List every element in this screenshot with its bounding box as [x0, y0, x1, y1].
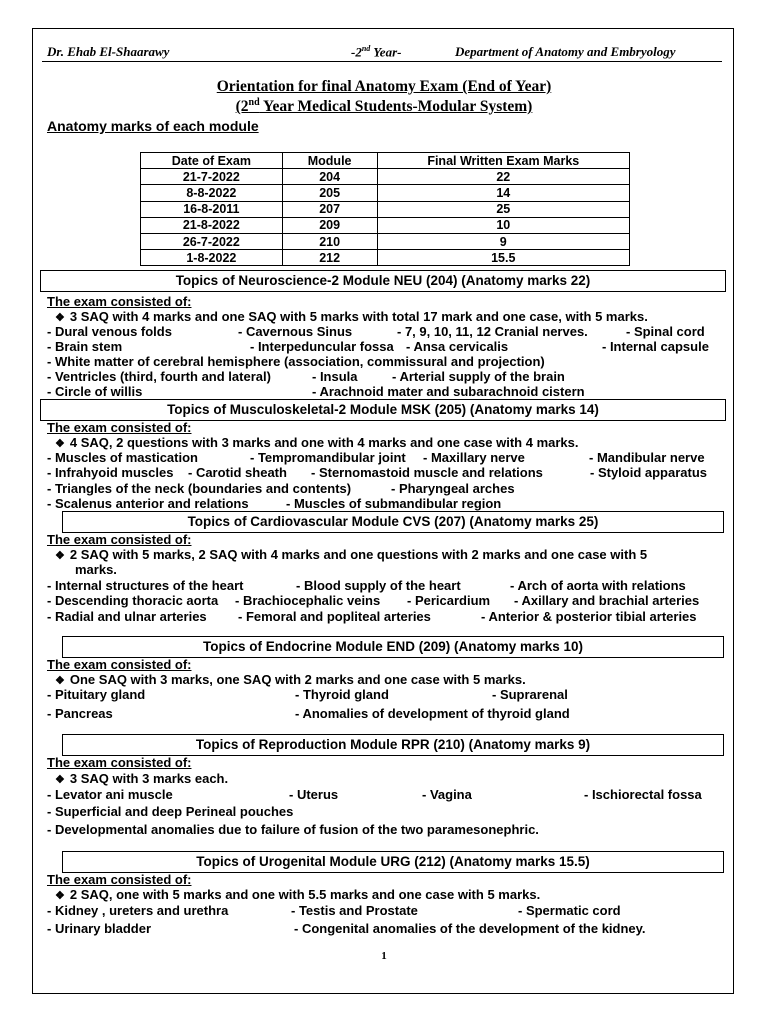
table-row	[141, 201, 630, 217]
topic-item: - Urinary bladder	[47, 921, 152, 936]
topic-item: - Cavernous Sinus	[238, 324, 353, 339]
exam-detail: ❖ One SAQ with 3 marks, one SAQ with 2 marks and one case with 5 marks.	[55, 672, 526, 687]
table-cell: 10	[377, 217, 629, 233]
table-row	[141, 185, 630, 201]
page-number: 1	[381, 950, 387, 962]
section-title-msk: Topics of Musculoskeletal-2 Module MSK (205) (Anatomy marks 14)	[40, 399, 726, 421]
page-subtitle: (2nd Year Medical Students-Modular System)	[235, 97, 533, 116]
topic-item: - Ansa cervicalis	[406, 339, 509, 354]
topic-item: - Spermatic cord	[518, 903, 621, 918]
table-row	[141, 169, 630, 185]
topic-item: - Muscles of submandibular region	[286, 496, 502, 511]
diamond-bullet-icon: ❖	[55, 550, 65, 562]
topic-item: - Suprarenal	[492, 687, 568, 702]
topic-item: - Radial and ulnar arteries	[47, 609, 207, 624]
exam-label: The exam consisted of:	[47, 755, 192, 770]
topic-item: - Pituitary gland	[47, 687, 146, 702]
topic-item: - Infrahyoid muscles	[47, 465, 174, 480]
table-cell: 209	[282, 217, 377, 233]
topic-item: - Internal capsule	[602, 339, 709, 354]
diamond-bullet-icon: ❖	[55, 438, 65, 450]
topic-item: - Axillary and brachial arteries	[514, 593, 700, 608]
exam-detail: ❖ 2 SAQ, one with 5 marks and one with 5.5 marks and one case with 5 marks.	[55, 887, 541, 902]
topic-item: - Pericardium	[407, 593, 491, 608]
topic-item: - Circle of willis	[47, 384, 143, 399]
topic-item: - Kidney , ureters and urethra	[47, 903, 229, 918]
topic-item: - Levator ani muscle	[47, 787, 173, 802]
section-title-urg: Topics of Urogenital Module URG (212) (Anatomy marks 15.5)	[62, 851, 724, 873]
topic-item: - Ischiorectal fossa	[584, 787, 702, 802]
topic-item: - Pharyngeal arches	[391, 481, 515, 496]
table-cell: 21-7-2022	[141, 169, 283, 185]
topic-item: - Carotid sheath	[188, 465, 287, 480]
header-department: Department of Anatomy and Embryology	[455, 44, 676, 59]
page-title: Orientation for final Anatomy Exam (End of Year)	[216, 78, 552, 95]
topic-item: - Superficial and deep Perineal pouches	[47, 804, 294, 819]
table-header-row	[141, 153, 630, 169]
table-cell: 22	[377, 169, 629, 185]
topic-item: - Interpeduncular fossa	[250, 339, 394, 354]
topic-item: - Mandibular nerve	[589, 450, 705, 465]
topic-item: - White matter of cerebral hemisphere (association, commissural and projection)	[47, 354, 545, 369]
table-cell: 16-8-2011	[141, 201, 283, 217]
header-author: Dr. Ehab El-Shaarawy	[47, 44, 170, 59]
table-row	[141, 233, 630, 249]
table-cell: 14	[377, 185, 629, 201]
col-header-marks: Final Written Exam Marks	[377, 153, 629, 169]
topic-item: - Arachnoid mater and subarachnoid cistern	[312, 384, 585, 399]
topic-item: - Developmental anomalies due to failure of fusion of the two paramesonephric.	[47, 822, 539, 837]
topic-item: - Uterus	[289, 787, 339, 802]
table-cell: 212	[282, 250, 377, 266]
section-title-rpr: Topics of Reproduction Module RPR (210) (Anatomy marks 9)	[62, 734, 724, 756]
topic-item: - Pancreas	[47, 706, 113, 721]
section-title-end: Topics of Endocrine Module END (209) (Anatomy marks 10)	[62, 636, 724, 658]
diamond-bullet-icon: ❖	[55, 675, 65, 687]
topic-item: - Insula	[312, 369, 358, 384]
topic-item: - Anomalies of development of thyroid gland	[295, 706, 570, 721]
topic-item: - Vagina	[422, 787, 472, 802]
topic-item: - Blood supply of the heart	[296, 578, 461, 593]
topic-item: - Brachiocephalic veins	[235, 593, 381, 608]
header-year: -2nd Year-	[351, 44, 402, 60]
marks-table	[140, 152, 630, 266]
topic-item: - Spinal cord	[626, 324, 705, 339]
table-cell: 15.5	[377, 250, 629, 266]
table-cell: 9	[377, 233, 629, 249]
col-header-module: Module	[282, 153, 377, 169]
table-cell: 207	[282, 201, 377, 217]
topic-item: - Dural venous folds	[47, 324, 172, 339]
topic-item: - Triangles of the neck (boundaries and contents)	[47, 481, 352, 496]
topic-item: - Ventricles (third, fourth and lateral)	[47, 369, 271, 384]
topic-item: - Internal structures of the heart	[47, 578, 244, 593]
topic-item: - Muscles of mastication	[47, 450, 198, 465]
table-cell: 205	[282, 185, 377, 201]
topic-item: - Styloid apparatus	[590, 465, 708, 480]
exam-detail: ❖ 2 SAQ with 5 marks, 2 SAQ with 4 marks and one questions with 2 marks and one case with 5	[55, 547, 648, 562]
topic-item: - Congenital anomalies of the development of the kidney.	[294, 921, 646, 936]
topic-item: - Tempromandibular joint	[250, 450, 406, 465]
table-cell: 204	[282, 169, 377, 185]
exam-label: The exam consisted of:	[47, 532, 192, 547]
exam-detail-continued: marks.	[75, 562, 117, 577]
table-row	[141, 217, 630, 233]
section-title-neu: Topics of Neuroscience-2 Module NEU (204) (Anatomy marks 22)	[40, 270, 726, 292]
topic-item: - Arterial supply of the brain	[392, 369, 565, 384]
section-title-cvs: Topics of Cardiovascular Module CVS (207) (Anatomy marks 25)	[62, 511, 724, 533]
table-cell: 1-8-2022	[141, 250, 283, 266]
diamond-bullet-icon: ❖	[55, 890, 65, 902]
exam-label: The exam consisted of:	[47, 657, 192, 672]
table-cell: 26-7-2022	[141, 233, 283, 249]
table-cell: 25	[377, 201, 629, 217]
table-cell: 21-8-2022	[141, 217, 283, 233]
exam-detail: ❖ 3 SAQ with 3 marks each.	[55, 771, 229, 786]
exam-detail: ❖ 4 SAQ, 2 questions with 3 marks and one with 4 marks and one case with 4 marks.	[55, 435, 579, 450]
marks-heading: Anatomy marks of each module	[47, 118, 259, 134]
exam-detail: ❖ 3 SAQ with 4 marks and one SAQ with 5 marks with total 17 mark and one case, with 5 marks.	[55, 309, 648, 324]
exam-label: The exam consisted of:	[47, 420, 192, 435]
topic-item: - Anterior & posterior tibial arteries	[481, 609, 697, 624]
topic-item: - Sternomastoid muscle and relations	[311, 465, 543, 480]
header-divider	[42, 61, 722, 62]
table-cell: 8-8-2022	[141, 185, 283, 201]
topic-item: - Brain stem	[47, 339, 123, 354]
topic-item: - Arch of aorta with relations	[510, 578, 686, 593]
topic-item: - Thyroid gland	[295, 687, 389, 702]
table-cell: 210	[282, 233, 377, 249]
exam-label: The exam consisted of:	[47, 294, 192, 309]
topic-item: - Testis and Prostate	[291, 903, 418, 918]
exam-label: The exam consisted of:	[47, 872, 192, 887]
topic-item: - Maxillary nerve	[423, 450, 525, 465]
table-row	[141, 250, 630, 266]
topic-item: - 7, 9, 10, 11, 12 Cranial nerves.	[397, 324, 588, 339]
topic-item: - Femoral and popliteal arteries	[238, 609, 431, 624]
col-header-date: Date of Exam	[141, 153, 283, 169]
diamond-bullet-icon: ❖	[55, 774, 65, 786]
topic-item: - Descending thoracic aorta	[47, 593, 219, 608]
diamond-bullet-icon: ❖	[55, 312, 65, 324]
topic-item: - Scalenus anterior and relations	[47, 496, 249, 511]
